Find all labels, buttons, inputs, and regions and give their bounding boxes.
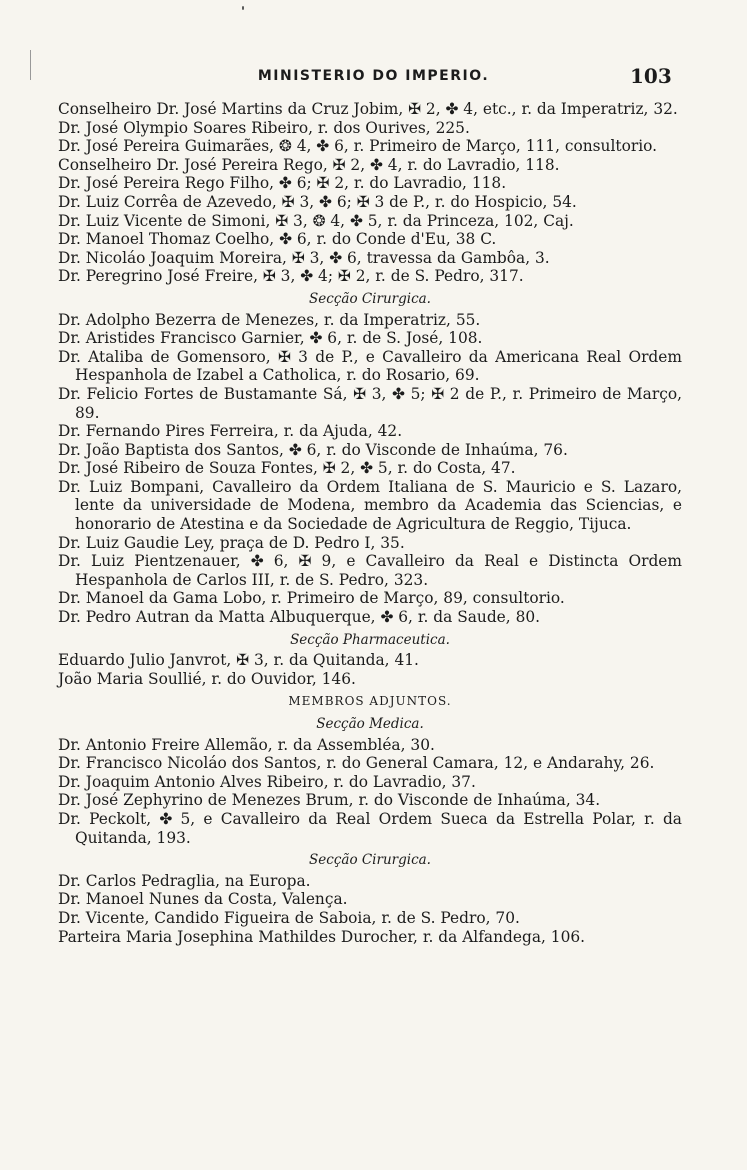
- entries-cirurgica-block: [58, 311, 682, 627]
- entries-pharmaceutica-block: [58, 651, 682, 688]
- page-number: 103: [630, 64, 672, 88]
- entry: Dr. Manoel da Gama Lobo, r. Primeiro de Março, 89, consultorio.: [58, 589, 565, 608]
- entry: Dr. Joaquim Antonio Alves Ribeiro, r. do Lavradio, 37.: [58, 772, 476, 791]
- entry: Dr. Luiz Bompani, Cavalleiro da Ordem Italiana de S. Mauricio e S. Lazaro, lente da universidade de Modena, membro da Academia das Sciencias, e honorario de Atestina e da Sociedade de Agricultura de Reggio, Tijuca.: [58, 477, 682, 534]
- entry: Dr. Peckolt, ✤ 5, e Cavalleiro da Real Ordem Sueca da Estrella Polar, r. da Quitanda, 193.: [58, 809, 682, 847]
- entries-medica-block: [58, 100, 682, 286]
- entry: Dr. Adolpho Bezerra de Menezes, r. da Imperatriz, 55.: [58, 310, 481, 329]
- section-title: Secção Cirurgica.: [309, 290, 431, 307]
- entry: Dr. Luiz Vicente de Simoni, ✠ 3, ❂ 4, ✤ 5, r. da Princeza, 102, Caj.: [58, 211, 574, 230]
- section-title: Secção Cirurgica.: [309, 852, 431, 869]
- entry: Dr. José Ribeiro de Souza Fontes, ✠ 2, ✤ 5, r. do Costa, 47.: [58, 459, 516, 478]
- page-header-title: MINISTERIO DO IMPERIO.: [257, 68, 490, 84]
- entry: João Maria Soullié, r. do Ouvidor, 146.: [58, 669, 356, 688]
- entry: Dr. Manoel Thomaz Coelho, ✤ 6, r. do Conde d'Eu, 38 C.: [58, 230, 497, 249]
- section-title: Secção Medica.: [316, 716, 424, 732]
- entry: Dr. Luiz Corrêa de Azevedo, ✠ 3, ✤ 6; ✠ 3 de P., r. do Hospicio, 54.: [58, 192, 577, 211]
- entry: Eduardo Julio Janvrot, ✠ 3, r. da Quitanda, 41.: [58, 651, 419, 670]
- entry: Dr. João Baptista dos Santos, ✤ 6, r. do Visconde de Inhaúma, 76.: [58, 440, 568, 459]
- entry: Conselheiro Dr. José Pereira Rego, ✠ 2, ✤ 4, r. do Lavradio, 118.: [58, 155, 560, 174]
- entry: Dr. José Pereira Guimarães, ❂ 4, ✤ 6, r. Primeiro de Março, 111, consultorio.: [58, 137, 658, 156]
- entry: Parteira Maria Josephina Mathildes Durocher, r. da Alfandega, 106.: [58, 927, 586, 946]
- entry: Dr. Manoel Nunes da Costa, Valença.: [58, 890, 348, 909]
- entry: Dr. Ataliba de Gomensoro, ✠ 3 de P., e Cavalleiro da Americana Real Ordem Hespanhola de Izabel a Catholica, r. do Rosario, 69.: [58, 347, 682, 385]
- entry: Dr. Carlos Pedraglia, na Europa.: [58, 871, 311, 890]
- entry: Dr. Peregrino José Freire, ✠ 3, ✤ 4; ✠ 2, r. de S. Pedro, 317.: [58, 267, 524, 286]
- entry: Dr. Vicente, Candido Figueira de Saboia, r. de S. Pedro, 70.: [58, 908, 520, 927]
- entry: Dr. José Pereira Rego Filho, ✤ 6; ✠ 2, r. do Lavradio, 118.: [58, 174, 507, 193]
- entry: Dr. José Zephyrino de Menezes Brum, r. do Visconde de Inhaúma, 34.: [58, 791, 601, 810]
- entry: Dr. Felicio Fortes de Bustamante Sá, ✠ 3, ✤ 5; ✠ 2 de P., r. Primeiro de Março, 89.: [58, 384, 682, 422]
- entry: Dr. Luiz Gaudie Ley, praça de D. Pedro I, 35.: [58, 533, 405, 552]
- entry: Dr. Nicoláo Joaquim Moreira, ✠ 3, ✤ 6, travessa da Gambôa, 3.: [58, 248, 550, 267]
- entry: Dr. Fernando Pires Ferreira, r. da Ajuda, 42.: [58, 422, 403, 441]
- membros-adjuntos-heading: MEMBROS ADJUNTOS.: [288, 694, 452, 709]
- entry: Dr. Aristides Francisco Garnier, ✤ 6, r. de S. José, 108.: [58, 329, 483, 348]
- entry: Dr. Antonio Freire Allemão, r. da Assembléa, 30.: [58, 735, 435, 754]
- entry: Dr. Pedro Autran da Matta Albuquerque, ✤ 6, r. da Saude, 80.: [58, 608, 541, 627]
- entry: Dr. José Olympio Soares Ribeiro, r. dos Ourives, 225.: [58, 118, 470, 137]
- entry: Dr. Luiz Pientzenauer, ✤ 6, ✠ 9, e Cavalleiro da Real e Distincta Ordem Hespanhola de Carlos III, r. de S. Pedro, 323.: [58, 552, 682, 589]
- entry: Conselheiro Dr. José Martins da Cruz Jobim, ✠ 2, ✤ 4, etc., r. da Imperatriz, 32.: [58, 100, 678, 118]
- document-body: [58, 100, 682, 946]
- entries-adjuntos-cirurgica-block: [58, 872, 682, 946]
- entry: Dr. Francisco Nicoláo dos Santos, r. do General Camara, 12, e Andarahy, 26.: [58, 754, 655, 773]
- speck-mark: [242, 6, 244, 10]
- entries-adjuntos-medica-block: [58, 736, 682, 848]
- section-title: Secção Pharmaceutica.: [290, 631, 450, 648]
